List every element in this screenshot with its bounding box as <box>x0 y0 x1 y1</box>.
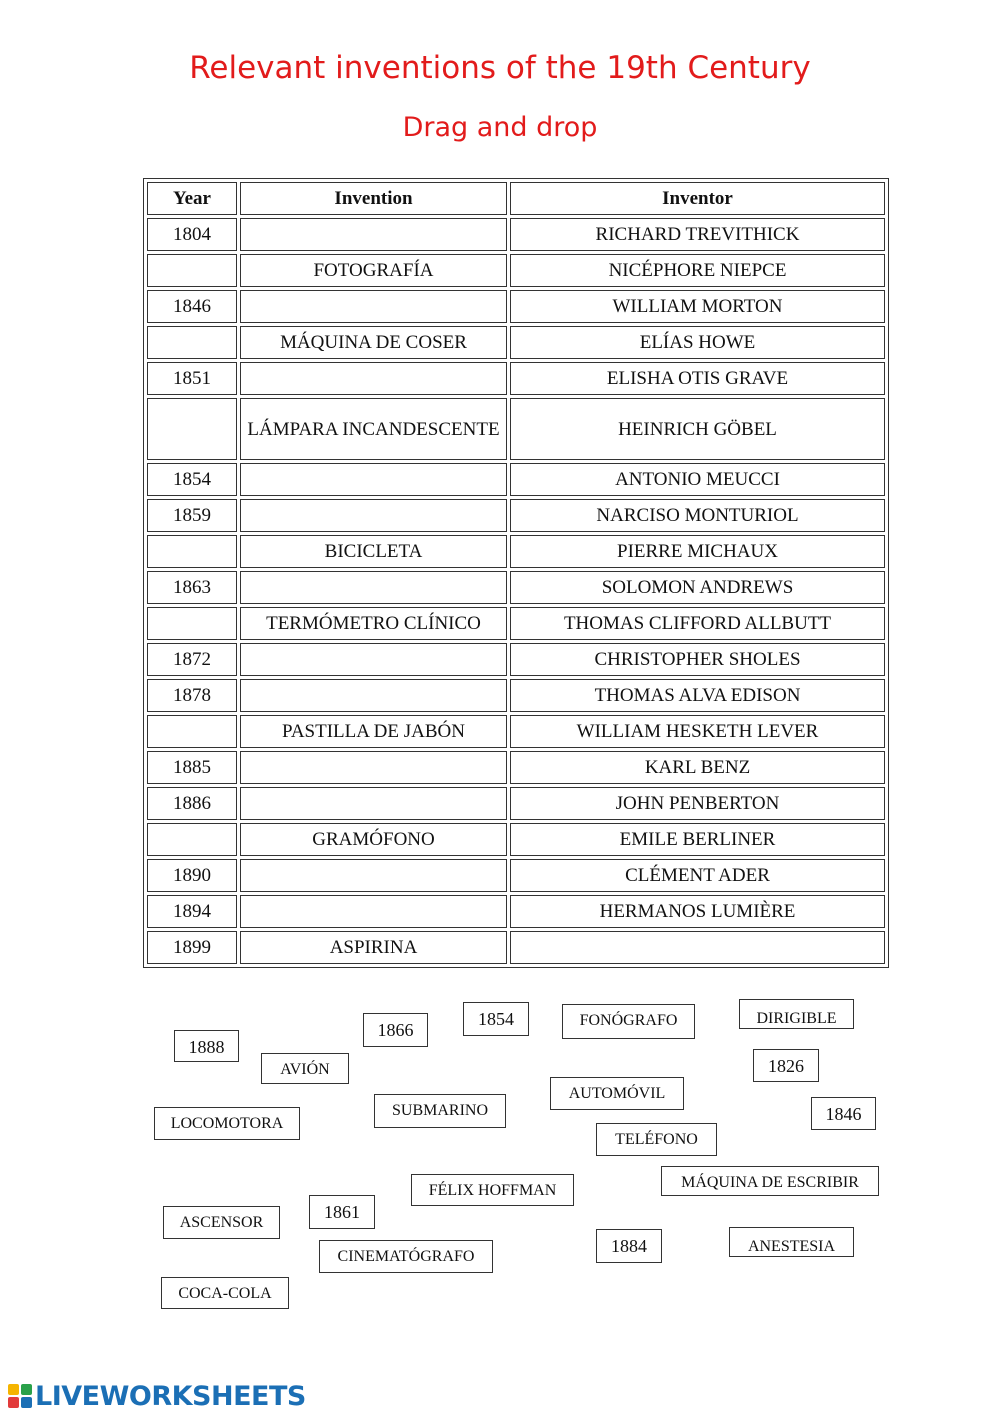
invention-cell: MÁQUINA DE COSER <box>240 326 507 359</box>
inventor-cell: EMILE BERLINER <box>510 823 885 856</box>
chip-felix-hoffman[interactable]: FÉLIX HOFFMAN <box>411 1174 574 1206</box>
chip-telefono[interactable]: TELÉFONO <box>596 1123 717 1156</box>
inventor-cell[interactable] <box>510 931 885 964</box>
invention-cell[interactable] <box>240 859 507 892</box>
invention-cell[interactable] <box>240 218 507 251</box>
table-row <box>147 715 885 748</box>
year-cell[interactable] <box>147 607 237 640</box>
chip-automovil[interactable]: AUTOMÓVIL <box>550 1077 684 1110</box>
table-row <box>147 643 885 676</box>
table-row <box>147 859 885 892</box>
chip-1846[interactable]: 1846 <box>811 1097 876 1130</box>
invention-cell[interactable] <box>240 362 507 395</box>
invention-cell[interactable] <box>240 751 507 784</box>
chip-1854[interactable]: 1854 <box>463 1002 529 1036</box>
year-cell: 1846 <box>147 290 237 323</box>
chip-1826[interactable]: 1826 <box>753 1049 819 1082</box>
liveworksheets-logo <box>8 1381 306 1411</box>
chip-1866[interactable]: 1866 <box>363 1013 428 1047</box>
inventor-cell: NARCISO MONTURIOL <box>510 499 885 532</box>
inventor-cell: WILLIAM HESKETH LEVER <box>510 715 885 748</box>
table-row <box>147 931 885 964</box>
table-row <box>147 751 885 784</box>
year-cell[interactable] <box>147 398 237 460</box>
table-row <box>147 290 885 323</box>
chip-coca-cola[interactable]: COCA-COLA <box>161 1277 289 1309</box>
invention-cell: LÁMPARA INCANDESCENTE <box>240 398 507 460</box>
table-row <box>147 787 885 820</box>
inventor-cell: HERMANOS LUMIÈRE <box>510 895 885 928</box>
inventor-cell: ANTONIO MEUCCI <box>510 463 885 496</box>
table-row <box>147 535 885 568</box>
table-row <box>147 218 885 251</box>
invention-cell[interactable] <box>240 499 507 532</box>
invention-cell[interactable] <box>240 571 507 604</box>
chip-1888[interactable]: 1888 <box>174 1030 239 1062</box>
chip-cinematografo[interactable]: CINEMATÓGRAFO <box>319 1240 493 1273</box>
chip-1861[interactable]: 1861 <box>309 1195 375 1229</box>
chip-submarino[interactable]: SUBMARINO <box>374 1094 506 1128</box>
page-subtitle: Drag and drop <box>402 112 598 143</box>
chip-1884[interactable]: 1884 <box>596 1229 662 1263</box>
year-cell[interactable] <box>147 535 237 568</box>
inventor-cell: CLÉMENT ADER <box>510 859 885 892</box>
year-cell[interactable] <box>147 823 237 856</box>
chip-anestesia[interactable]: ANESTESIA <box>729 1227 854 1257</box>
year-cell: 1804 <box>147 218 237 251</box>
invention-cell: BICICLETA <box>240 535 507 568</box>
inventor-cell: HEINRICH GÖBEL <box>510 398 885 460</box>
inventor-cell: WILLIAM MORTON <box>510 290 885 323</box>
chip-maquina-de-escribir[interactable]: MÁQUINA DE ESCRIBIR <box>661 1166 879 1196</box>
liveworksheets-logo-icon <box>8 1384 32 1408</box>
year-cell: 1894 <box>147 895 237 928</box>
inventor-cell: PIERRE MICHAUX <box>510 535 885 568</box>
table-header-row <box>147 182 885 215</box>
year-cell: 1878 <box>147 679 237 712</box>
table-row <box>147 895 885 928</box>
inventor-cell: KARL BENZ <box>510 751 885 784</box>
inventor-cell: CHRISTOPHER SHOLES <box>510 643 885 676</box>
table-row <box>147 571 885 604</box>
invention-cell: TERMÓMETRO CLÍNICO <box>240 607 507 640</box>
page-title: Relevant inventions of the 19th Century <box>189 50 811 86</box>
inventor-cell: THOMAS ALVA EDISON <box>510 679 885 712</box>
year-cell: 1899 <box>147 931 237 964</box>
table-row <box>147 362 885 395</box>
inventor-cell: RICHARD TREVITHICK <box>510 218 885 251</box>
year-cell: 1851 <box>147 362 237 395</box>
header-year: Year <box>147 182 237 215</box>
invention-cell[interactable] <box>240 643 507 676</box>
table-row <box>147 254 885 287</box>
chip-fonografo[interactable]: FONÓGRAFO <box>562 1004 695 1039</box>
invention-cell[interactable] <box>240 679 507 712</box>
table-row <box>147 499 885 532</box>
year-cell: 1854 <box>147 463 237 496</box>
chip-dirigible[interactable]: DIRIGIBLE <box>739 999 854 1029</box>
invention-cell[interactable] <box>240 290 507 323</box>
invention-cell[interactable] <box>240 787 507 820</box>
chip-ascensor[interactable]: ASCENSOR <box>163 1206 280 1239</box>
table-row <box>147 679 885 712</box>
year-cell: 1885 <box>147 751 237 784</box>
header-inventor: Inventor <box>510 182 885 215</box>
invention-cell: ASPIRINA <box>240 931 507 964</box>
invention-cell: PASTILLA DE JABÓN <box>240 715 507 748</box>
inventor-cell: NICÉPHORE NIEPCE <box>510 254 885 287</box>
table-row <box>147 398 885 460</box>
invention-cell[interactable] <box>240 895 507 928</box>
chip-avion[interactable]: AVIÓN <box>261 1053 349 1084</box>
inventor-cell: ELISHA OTIS GRAVE <box>510 362 885 395</box>
year-cell[interactable] <box>147 254 237 287</box>
chip-locomotora[interactable]: LOCOMOTORA <box>154 1107 300 1140</box>
table-row <box>147 823 885 856</box>
invention-cell: GRAMÓFONO <box>240 823 507 856</box>
table-row <box>147 326 885 359</box>
table-row <box>147 607 885 640</box>
logo-text: LIVEWORKSHEETS <box>35 1380 306 1412</box>
year-cell[interactable] <box>147 715 237 748</box>
year-cell: 1886 <box>147 787 237 820</box>
inventor-cell: THOMAS CLIFFORD ALLBUTT <box>510 607 885 640</box>
inventor-cell: ELÍAS HOWE <box>510 326 885 359</box>
table-row <box>147 463 885 496</box>
invention-cell[interactable] <box>240 463 507 496</box>
year-cell: 1859 <box>147 499 237 532</box>
inventions-table <box>143 178 889 968</box>
year-cell[interactable] <box>147 326 237 359</box>
header-invention: Invention <box>240 182 507 215</box>
inventor-cell: SOLOMON ANDREWS <box>510 571 885 604</box>
inventor-cell: JOHN PENBERTON <box>510 787 885 820</box>
year-cell: 1863 <box>147 571 237 604</box>
invention-cell: FOTOGRAFÍA <box>240 254 507 287</box>
year-cell: 1890 <box>147 859 237 892</box>
year-cell: 1872 <box>147 643 237 676</box>
